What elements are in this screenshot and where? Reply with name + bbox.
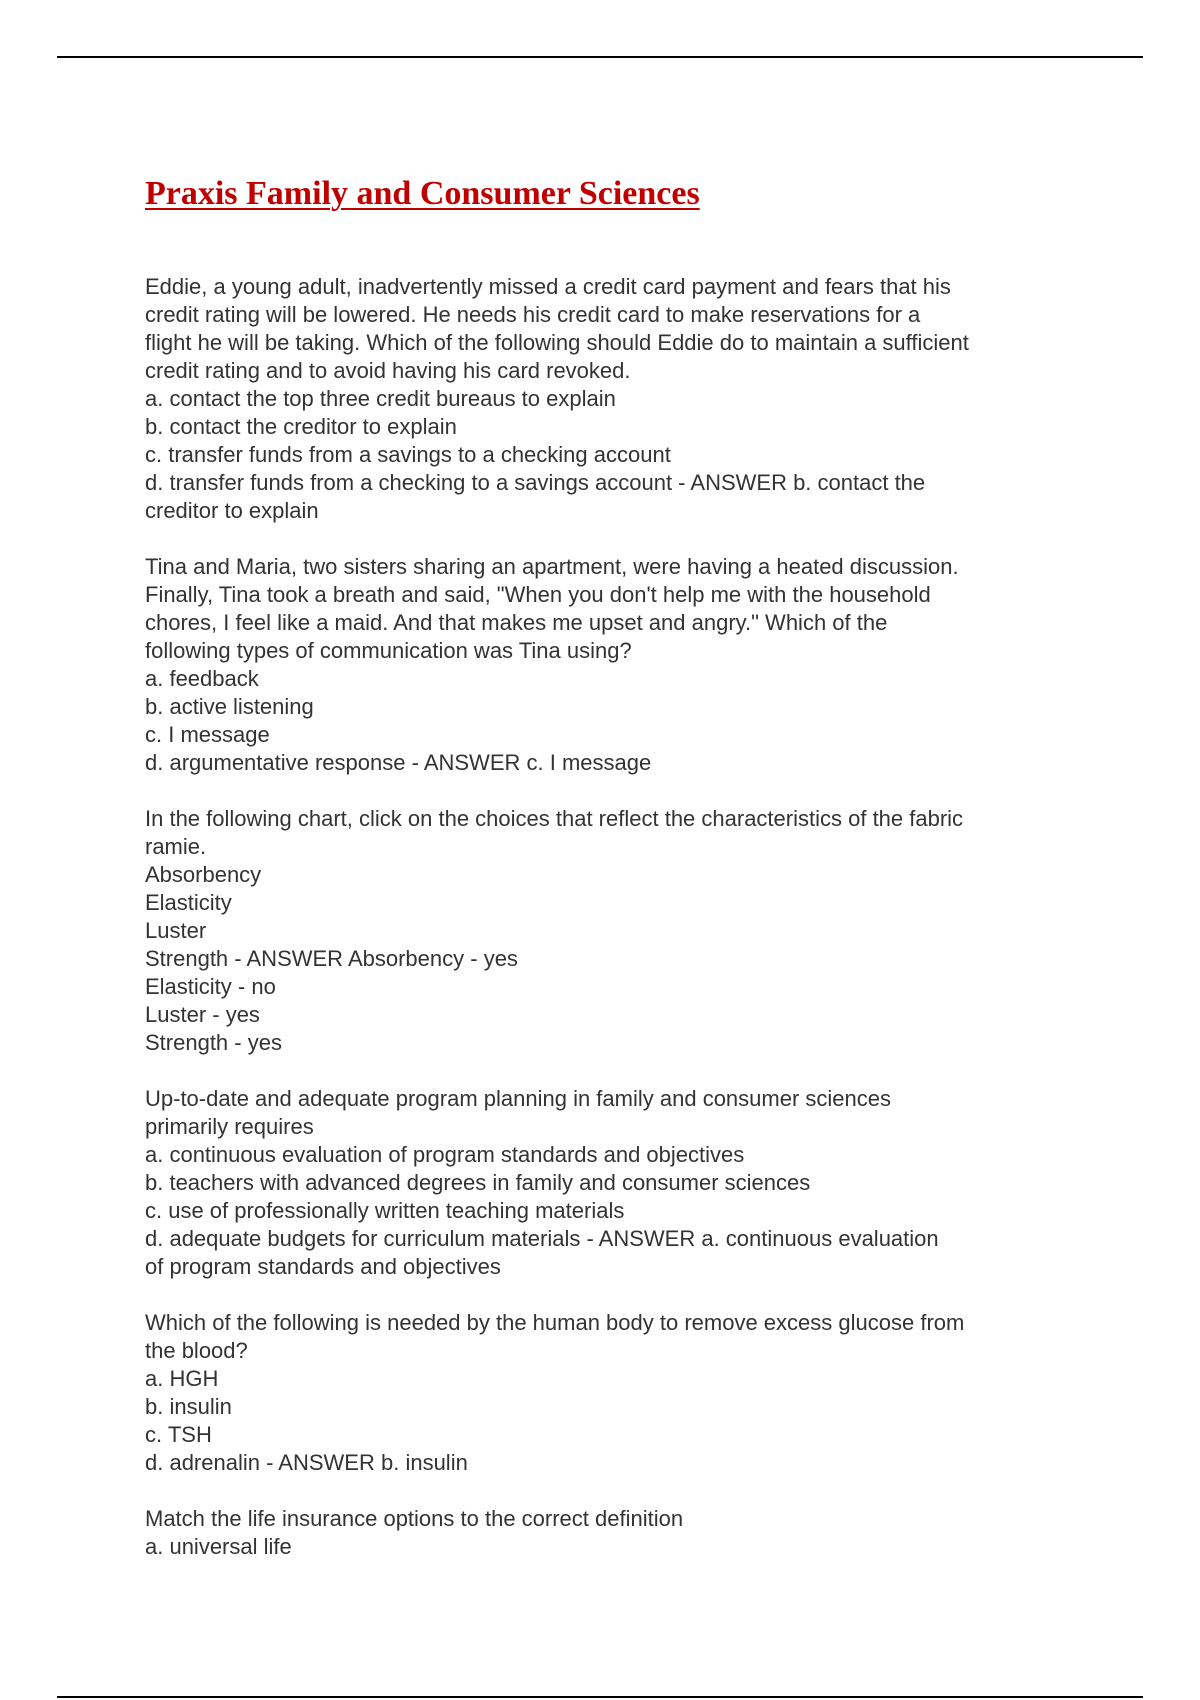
question-line: Strength - ANSWER Absorbency - yes [145, 946, 518, 971]
question-line: d. transfer funds from a checking to a savings account - ANSWER b. contact the [145, 470, 926, 495]
question-line: Absorbency [145, 862, 262, 887]
top-rule [57, 56, 1143, 58]
question-line: b. insulin [145, 1394, 232, 1419]
question-block [145, 1085, 1065, 1281]
question-line: a. universal life [145, 1534, 292, 1559]
question-line: Luster - yes [145, 1002, 260, 1027]
question-line: Eddie, a young adult, inadvertently missed a credit card payment and fears that his [145, 274, 951, 299]
document-title: Praxis Family and Consumer Sciences [145, 175, 700, 212]
question-line: Luster [145, 918, 207, 943]
question-line: In the following chart, click on the choices that reflect the characteristics of the fabric [145, 806, 964, 831]
question-line: primarily requires [145, 1114, 314, 1139]
question-line: Match the life insurance options to the correct definition [145, 1506, 684, 1531]
question-block [145, 553, 1065, 777]
question-line: Which of the following is needed by the human body to remove excess glucose from [145, 1310, 965, 1335]
question-line: following types of communication was Tina using? [145, 638, 632, 663]
question-line: c. I message [145, 722, 270, 747]
question-line: b. contact the creditor to explain [145, 414, 457, 439]
question-line: the blood? [145, 1338, 248, 1363]
question-line: d. adequate budgets for curriculum materials - ANSWER a. continuous evaluation [145, 1226, 939, 1251]
question-line: Tina and Maria, two sisters sharing an apartment, were having a heated discussion. [145, 554, 959, 579]
question-line: Finally, Tina took a breath and said, "When you don't help me with the household [145, 582, 931, 607]
question-line: credit rating and to avoid having his card revoked. [145, 358, 631, 383]
question-line: a. feedback [145, 666, 259, 691]
question-line: Elasticity [145, 890, 232, 915]
question-block [145, 273, 1065, 525]
bottom-rule [57, 1696, 1143, 1698]
question-line: credit rating will be lowered. He needs his credit card to make reservations for a [145, 302, 921, 327]
question-block [145, 1505, 1065, 1561]
question-block [145, 1309, 1065, 1477]
question-line: chores, I feel like a maid. And that makes me upset and angry." Which of the [145, 610, 888, 635]
question-line: b. active listening [145, 694, 314, 719]
question-line: c. TSH [145, 1422, 212, 1447]
question-line: d. adrenalin - ANSWER b. insulin [145, 1450, 468, 1475]
question-line: b. teachers with advanced degrees in family and consumer sciences [145, 1170, 811, 1195]
question-line: ramie. [145, 834, 207, 859]
question-line: of program standards and objectives [145, 1254, 501, 1279]
question-line: Up-to-date and adequate program planning in family and consumer sciences [145, 1086, 891, 1111]
question-line: a. continuous evaluation of program standards and objectives [145, 1142, 745, 1167]
question-line: a. contact the top three credit bureaus to explain [145, 386, 616, 411]
question-line: Elasticity - no [145, 974, 276, 999]
document-body [145, 273, 1065, 1589]
question-line: flight he will be taking. Which of the following should Eddie do to maintain a sufficient [145, 330, 969, 355]
question-block [145, 805, 1065, 1057]
question-line: a. HGH [145, 1366, 219, 1391]
question-line: creditor to explain [145, 498, 319, 523]
question-line: Strength - yes [145, 1030, 282, 1055]
question-line: c. transfer funds from a savings to a checking account [145, 442, 671, 467]
question-line: d. argumentative response - ANSWER c. I message [145, 750, 652, 775]
question-line: c. use of professionally written teaching materials [145, 1198, 625, 1223]
